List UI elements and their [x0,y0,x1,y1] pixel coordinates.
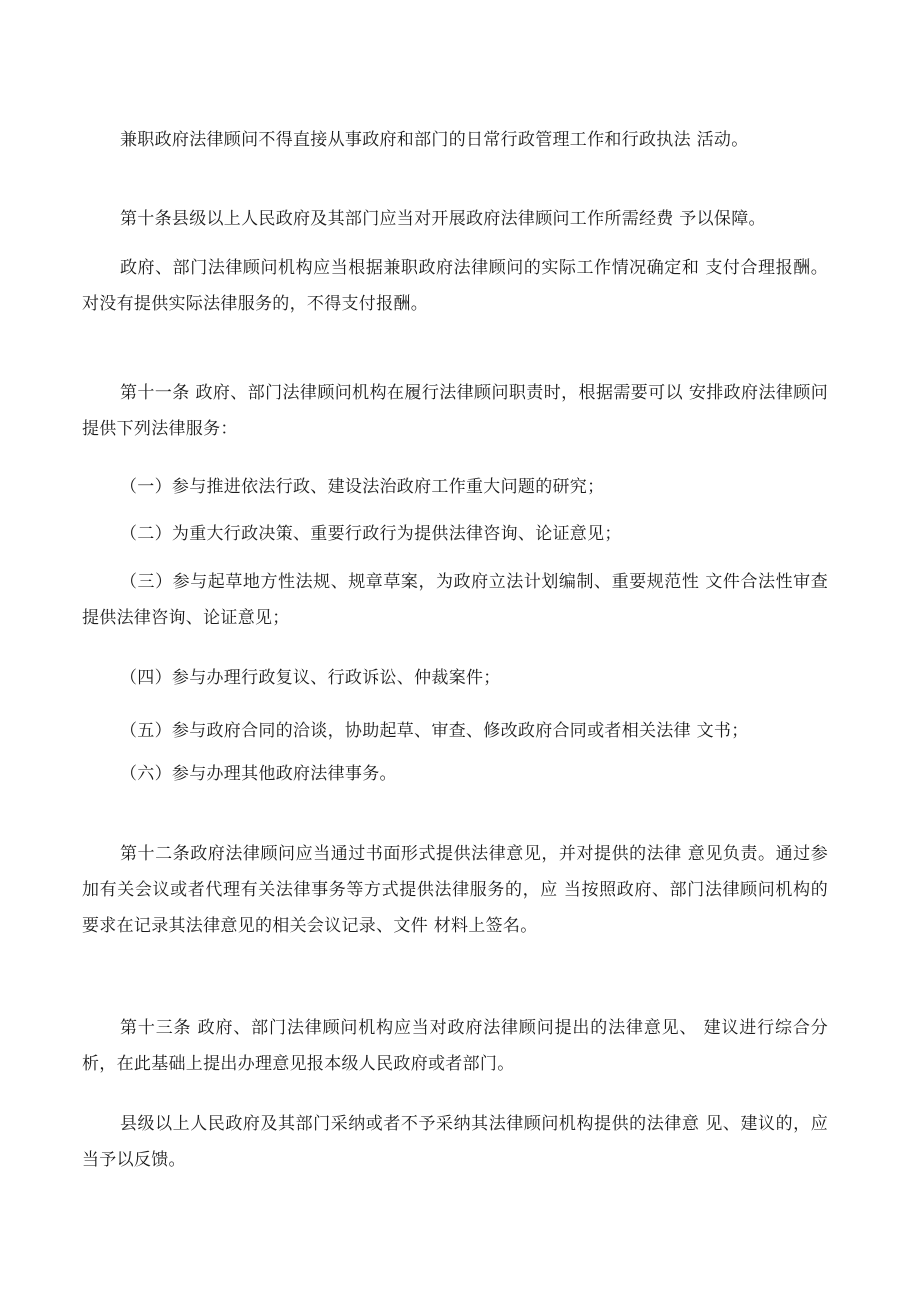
list-item-6: （六）参与办理其他政府法律事务。 [120,764,397,784]
list-item-1: （一）参与推进依法行政、建设法治政府工作重大问题的研究； [120,477,605,497]
list-item-2: （二）为重大行政决策、重要行政行为提供法律咨询、论证意见； [120,524,622,544]
paragraph-part-time-counsel: 兼职政府法律顾问不得直接从事政府和部门的日常行政管理工作和行政执法 活动。 [120,130,749,150]
paragraph-article-11: 第十一条 政府、部门法律顾问机构在履行法律顾问职责时，根据需要可以 安排政府法律顾问提供下列法律服务： [82,383,828,439]
paragraph-article-10: 第十条县级以上人民政府及其部门应当对开展政府法律顾问工作所需经费 予以保障。 [120,209,766,229]
paragraph-article-12: 第十二条政府法律顾问应当通过书面形式提供法律意见，并对提供的法律 意见负责。通过参加有关会议或者代理有关法律事务等方式提供法律服务的，应 当按照政府、部门法律顾问机构的要求在记录其法律意见的相关会议记录、文件 材料上签名。 [82,844,828,936]
paragraph-article-13: 第十三条 政府、部门法律顾问机构应当对政府法律顾问提出的法律意见、 建议进行综合分析，在此基础上提出办理意见报本级人民政府或者部门。 [82,1018,828,1074]
paragraph-remuneration: 政府、部门法律顾问机构应当根据兼职政府法律顾问的实际工作情况确定和 支付合理报酬。对没有提供实际法律服务的，不得支付报酬。 [82,258,828,314]
list-item-4: （四）参与办理行政复议、行政诉讼、仲裁案件； [120,668,501,688]
list-item-3: （三）参与起草地方性法规、规章草案，为政府立法计划编制、重要规范性 文件合法性审查提供法律咨询、论证意见； [82,572,828,628]
paragraph-feedback: 县级以上人民政府及其部门采纳或者不予采纳其法律顾问机构提供的法律意 见、建议的，应当予以反馈。 [82,1114,828,1170]
list-item-5: （五）参与政府合同的洽谈，协助起草、审查、修改政府合同或者相关法律 文书； [120,721,749,741]
